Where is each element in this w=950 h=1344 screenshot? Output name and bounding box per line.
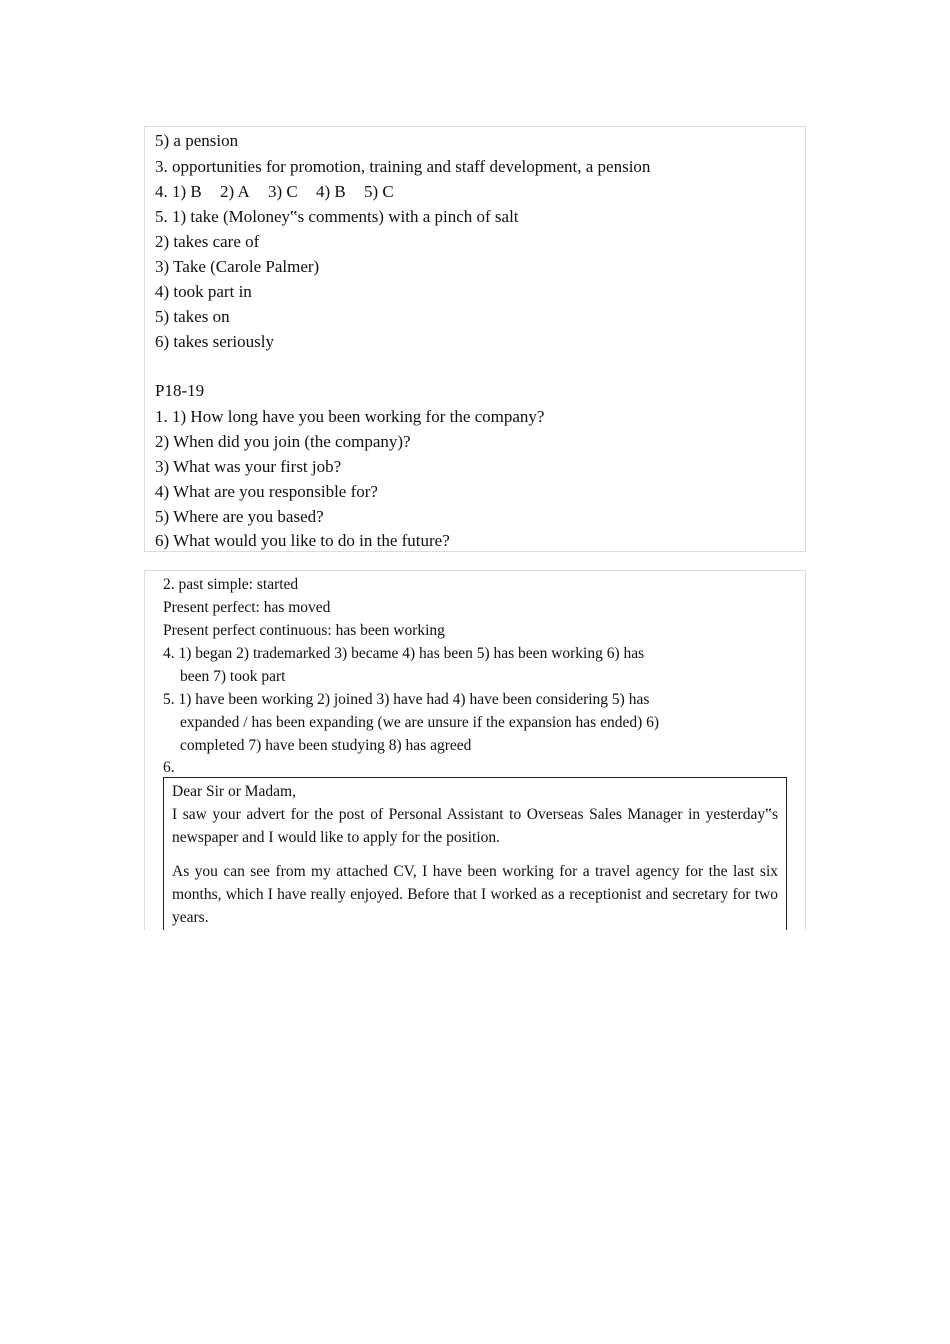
answer-line: 5) a pension: [155, 131, 239, 150]
answer-line: 3) Take (Carole Palmer): [155, 257, 320, 276]
answer-panel-top: [144, 126, 806, 552]
answer-item: 5) C: [364, 182, 394, 201]
answer-line: Present perfect: has moved: [163, 599, 331, 616]
answer-item: 2) A: [220, 182, 250, 201]
answer-line: 4) What are you responsible for?: [155, 482, 378, 501]
answer-line: expanded / has been expanding (we are unsure if the expansion has ended) 6): [180, 714, 660, 731]
answer-item: 3) C: [268, 182, 298, 201]
answer-item: 4) B: [316, 182, 346, 201]
answer-line: 5. 1) take (Moloney‟s comments) with a pinch of salt: [155, 207, 519, 226]
answer-line: 3) What was your first job?: [155, 457, 342, 476]
letter-box: [163, 777, 787, 930]
answer-line: 5. 1) have been working 2) joined 3) have had 4) have been considering 5) has: [163, 691, 650, 708]
answer-line: 6) takes seriously: [155, 332, 274, 351]
answer-line: 5) Where are you based?: [155, 507, 324, 526]
answer-line: 5) takes on: [155, 307, 230, 326]
answer-line: 2) When did you join (the company)?: [155, 432, 411, 451]
answer-line: 2. past simple: started: [163, 576, 299, 593]
answer-line: 2) takes care of: [155, 232, 260, 251]
answer-line: been 7) took part: [180, 668, 286, 685]
letter-paragraph: I saw your advert for the post of Personal Assistant to Overseas Sales Manager in yesterday‟s newspaper and I would like to apply for the position.: [172, 806, 778, 846]
answer-line: Present perfect continuous: has been working: [163, 622, 445, 639]
answer-line: 6.: [163, 759, 175, 776]
answer-panel-bottom: [144, 570, 806, 930]
answer-line: 1. 1) How long have you been working for the company?: [155, 407, 545, 426]
section-heading: P18-19: [155, 381, 205, 400]
answer-line: 4. 1) began 2) trademarked 3) became 4) has been 5) has been working 6) has: [163, 645, 645, 662]
letter-greeting: Dear Sir or Madam,: [172, 783, 296, 800]
letter-paragraph: As you can see from my attached CV, I have been working for a travel agency for the last six months, which I have really enjoyed. Before that I worked as a receptionist and secretary for two years.: [172, 863, 778, 926]
answer-line: 3. opportunities for promotion, training and staff development, a pension: [155, 157, 651, 176]
answer-line: completed 7) have been studying 8) has agreed: [180, 737, 472, 754]
answer-line: 4) took part in: [155, 282, 252, 301]
answer-line: 6) What would you like to do in the future?: [155, 531, 450, 550]
answer-line-4: [155, 182, 394, 202]
answer-item: 4. 1) B: [155, 182, 202, 201]
